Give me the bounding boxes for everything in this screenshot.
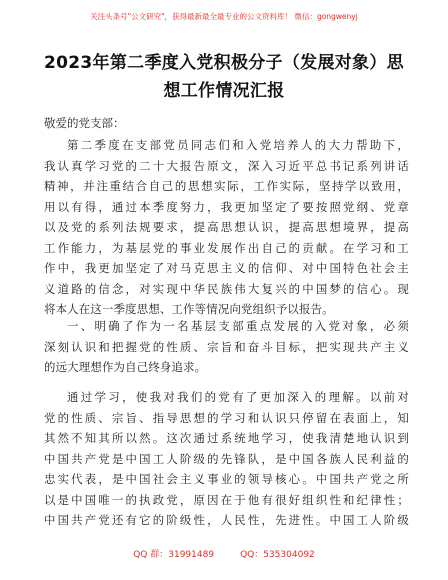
text-line: 我认真学习党的二十大报告原文，深入习近平总书记系列讲话 [44,158,409,173]
header-note: 关注头条号"公文研究"，获得最新最全最专业的公文资料库！ 微信：gongwenyj [90,12,358,21]
paragraph-1 [44,135,409,320]
title-line: 想工作情况汇报 [163,81,285,101]
paragraph-2 [44,316,409,378]
text-line: 将本人在这一季度思想、工作等情况向党组织予以报告。 [44,302,334,316]
text-line: 义道路的信念，对实现中华民族伟大复兴的中国梦的信心。现 [44,281,409,296]
footer-contact [0,547,448,560]
footer-qq: QQ：535304092 [240,550,315,560]
text-line: 精神，并注重结合自己的思想实际，工作实际，坚持学以致用， [44,179,409,193]
text-line: 党的性质、宗旨、指导思想的学习和认识只停留在表面上，知 [44,410,409,425]
text-line: 作中，我更加坚定了对马克思主义的信仰、对中国特色社会主 [44,261,409,275]
text-line: 第二季度在支部党员同志们和入党培养人的大力帮助下， [67,138,409,152]
text-line: 的远大理想作为自己终身追求。 [44,360,207,374]
text-line: 中国共产党还有它的阶级性，人民性，先进性。中国工人阶级 [44,513,409,527]
text-line: 忠实代表，是中国社会主义事业的领导核心。中国共产党之所 [44,472,409,486]
title-line: 2023年第二季度入党积极分子（发展对象）思 [44,53,404,73]
paragraph-3 [44,387,409,531]
text-line: 用以有得，通过本季度努力，我更加坚定了要按照党纲、党章 [44,199,409,214]
text-line: 深刻认识和把握党的性质、宗旨和奋斗目标，把实现共产主义 [44,339,409,354]
text-line: 其然不知其所以然。这次通过系统地学习，使我清楚地认识到 [44,431,409,445]
text-line: 工作能力，为基层党的事业发展作出自己的贡献。在学习和工 [44,240,409,255]
salutation: 敬爱的党支部： [44,116,125,130]
text-line: 以及党的系列法规要求，提高思想认识，提高思想境界，提高 [44,220,409,234]
footer-qq-group: QQ 群：31991489 [133,550,215,560]
text-line: 以是中国唯一的执政党，原因在于他有很好组织性和纪律性； [44,492,409,507]
text-line: 通过学习，使我对我们的党有了更加深入的理解。以前对 [67,390,409,404]
text-line: 一、明确了作为一名基层支部重点发展的入党对象，必须 [67,319,409,333]
text-line: 中国共产党是中国工人阶级的先锋队，是中国各族人民利益的 [44,451,409,466]
document-title [36,49,412,105]
